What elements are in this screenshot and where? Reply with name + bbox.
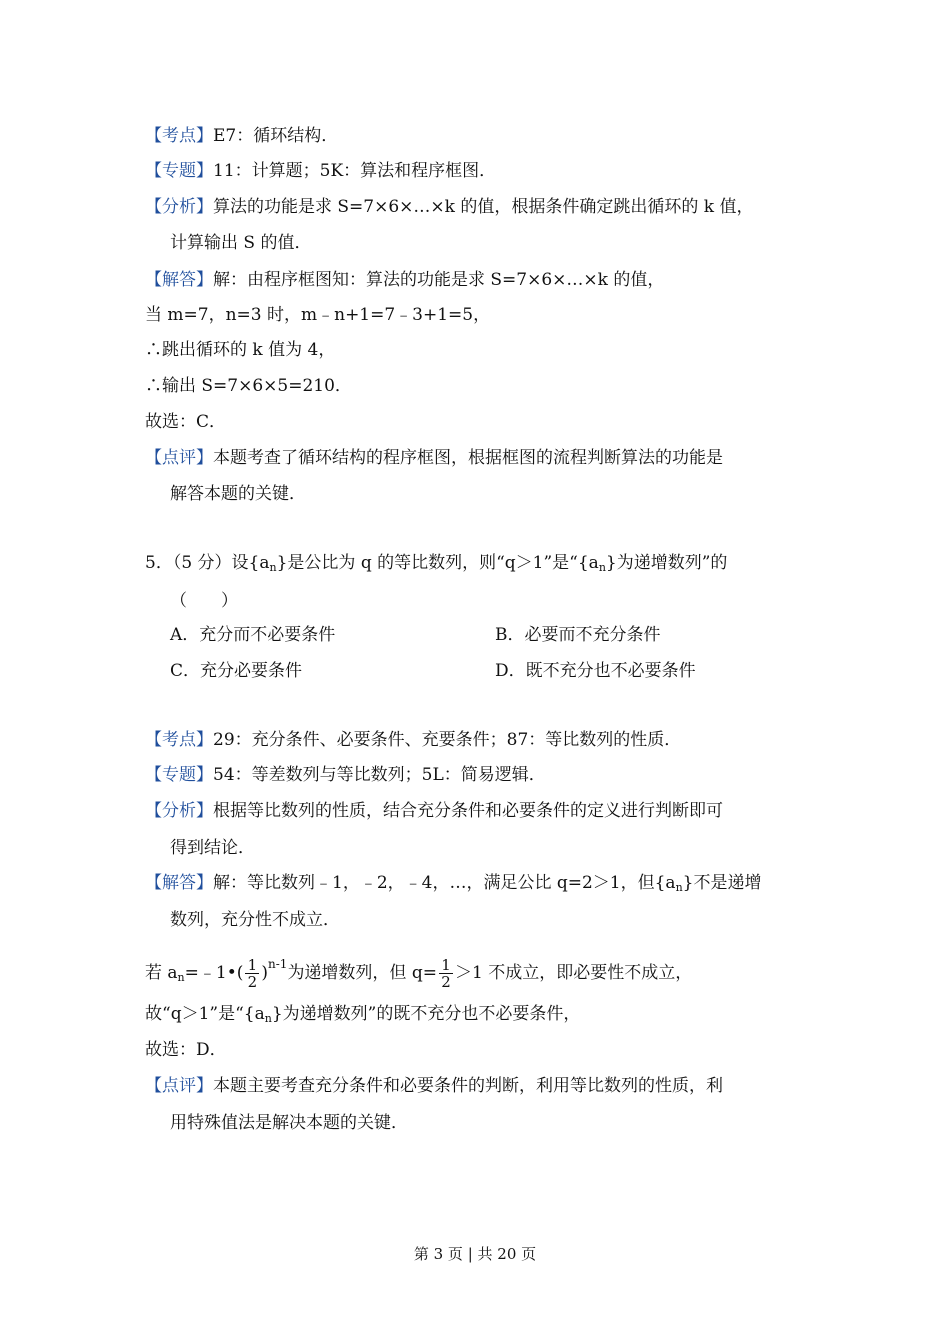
q5-zhuanti-tag: 【专题】 bbox=[145, 765, 213, 785]
q4-fenxi-tag: 【分析】 bbox=[145, 197, 213, 217]
q4-jieda-text-3: ∴跳出循环的 k 值为 4， bbox=[145, 340, 336, 360]
q5-zhuanti-text: 54：等差数列与等比数列；5L：简易逻辑． bbox=[213, 765, 546, 785]
q4-dianping bbox=[145, 446, 723, 470]
q5-jieda-3-pre: 若 a bbox=[145, 963, 178, 983]
q5-jieda-4-sub: n bbox=[264, 1012, 272, 1025]
q5-dianping bbox=[145, 1074, 723, 1098]
q5-jieda-formula-line: 若 $a_n=﹣1•$( $\frac{1}{2}$ )$^{n-1}$为递增数列，但 q= $\frac{1}{2}$ ＞1 不成立，即必要性不成立， bbox=[145, 956, 693, 991]
q5-dianping-text-1: 本题主要考查充分条件和必要条件的判断，利用等比数列的性质，利 bbox=[213, 1076, 723, 1096]
q4-jieda-tag: 【解答】 bbox=[145, 270, 213, 290]
q4-kaodian-text: E7：循环结构． bbox=[213, 126, 339, 146]
q4-jieda-text-4: ∴输出 S=7×6×5=210． bbox=[145, 376, 352, 396]
q5-jieda-3-exponent: n-1 bbox=[268, 957, 288, 971]
fraction-one-half-2 bbox=[439, 958, 453, 989]
q4-fenxi-text-2: 计算输出 S 的值． bbox=[170, 233, 312, 253]
q5-jieda-tag: 【解答】 bbox=[145, 873, 213, 893]
q5-kaodian-text: 29：充分条件、必要条件、充要条件；87：等比数列的性质． bbox=[213, 730, 682, 750]
q5-jieda-3-mid: =﹣1•( bbox=[184, 963, 244, 983]
q4-zhuanti bbox=[145, 159, 496, 183]
q5-option-c: C．充分必要条件 bbox=[170, 661, 303, 681]
q5-fenxi-text-1: 根据等比数列的性质，结合充分条件和必要条件的定义进行判断即可 bbox=[213, 801, 723, 821]
q4-dianping-tag: 【点评】 bbox=[145, 448, 213, 468]
q4-zhuanti-text: 11：计算题；5K：算法和程序框图． bbox=[213, 161, 497, 181]
q5-option-b: B．必要而不充分条件 bbox=[495, 625, 661, 645]
q5-dianping-text-2: 用特殊值法是解决本题的关键． bbox=[170, 1113, 408, 1133]
q5-jieda-4 bbox=[145, 1002, 580, 1031]
fraction-denominator-2: 2 bbox=[441, 973, 451, 991]
fraction-denominator: 2 bbox=[247, 973, 258, 991]
q4-kaodian-tag: 【考点】 bbox=[145, 126, 213, 146]
fraction-numerator-2: 1 bbox=[441, 956, 451, 974]
q5-dianping-tag: 【点评】 bbox=[145, 1076, 213, 1096]
q5-jieda-4b: }为递增数列”的既不充分也不必要条件， bbox=[271, 1004, 581, 1024]
q5-jieda-text-1a: 解：等比数列﹣1，﹣2，﹣4，…，满足公比 q=2＞1，但{a bbox=[213, 873, 676, 893]
q5-jieda-text-2: 数列，充分性不成立． bbox=[170, 910, 340, 930]
q5-stem-a: 5．（5 分）设{a bbox=[145, 553, 270, 573]
q4-dianping-text-2: 解答本题的关键． bbox=[170, 484, 306, 504]
q5-stem bbox=[145, 551, 727, 580]
page-footer: 第 3 页 | 共 20 页 bbox=[413, 1245, 537, 1263]
q5-jieda bbox=[145, 871, 761, 900]
q5-stem-blank: （ ） bbox=[170, 591, 238, 611]
q5-stem-c: }为递增数列”的 bbox=[605, 553, 728, 573]
q4-fenxi-text-1: 算法的功能是求 S=7×6×…×k 的值，根据条件确定跳出循环的 k 值， bbox=[213, 197, 754, 217]
q5-zhuanti bbox=[145, 763, 546, 787]
q5-fenxi bbox=[145, 799, 723, 823]
q4-kaodian bbox=[145, 124, 338, 148]
q4-jieda bbox=[145, 268, 664, 292]
q5-stem-sub2: n bbox=[598, 561, 606, 574]
q4-jieda-text-1: 解：由程序框图知：算法的功能是求 S=7×6×…×k 的值， bbox=[213, 270, 665, 290]
q5-stem-sub1: n bbox=[269, 561, 277, 574]
q4-fenxi bbox=[145, 195, 753, 219]
q5-jieda-3-post: 为递增数列，但 q= bbox=[287, 963, 437, 983]
fraction-one-half bbox=[245, 958, 259, 989]
q5-fenxi-text-2: 得到结论． bbox=[170, 838, 255, 858]
q4-jieda-text-5: 故选：C． bbox=[145, 412, 227, 432]
q5-fenxi-tag: 【分析】 bbox=[145, 801, 213, 821]
q5-jieda-text-1b: }不是递增 bbox=[682, 873, 762, 893]
q4-jieda-text-2: 当 m=7，n=3 时，m﹣n+1=7﹣3+1=5， bbox=[145, 305, 491, 325]
q5-jieda-3-end: ＞1 不成立，即必要性不成立， bbox=[454, 963, 693, 983]
q4-zhuanti-tag: 【专题】 bbox=[145, 161, 213, 181]
q5-stem-b: }是公比为 q 的等比数列，则“q＞1”是“{a bbox=[276, 553, 599, 573]
q5-kaodian bbox=[145, 728, 681, 752]
fraction-numerator: 1 bbox=[247, 956, 258, 974]
q5-kaodian-tag: 【考点】 bbox=[145, 730, 213, 750]
q5-option-a: A．充分而不必要条件 bbox=[170, 625, 336, 645]
q4-dianping-text-1: 本题考查了循环结构的程序框图，根据框图的流程判断算法的功能是 bbox=[213, 448, 723, 468]
q5-jieda-4a: 故“q＞1”是“{a bbox=[145, 1004, 265, 1024]
q5-jieda-text-5: 故选：D． bbox=[145, 1040, 227, 1060]
q5-jieda-sub-1: n bbox=[675, 881, 683, 894]
q5-option-d: D．既不充分也不必要条件 bbox=[495, 661, 696, 681]
q5-jieda-3-sub: n bbox=[177, 971, 185, 984]
